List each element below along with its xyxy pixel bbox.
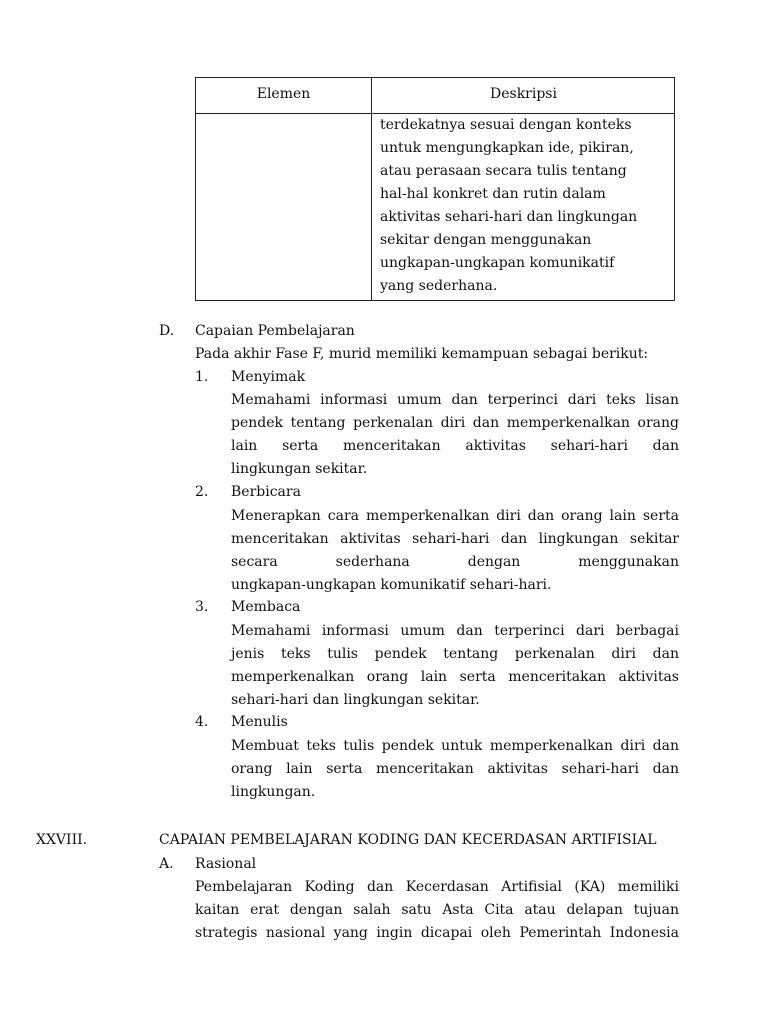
section-a-marker: A.	[159, 856, 174, 872]
section-d-title: Capaian Pembelajaran	[195, 323, 355, 339]
item-body-menulis	[231, 735, 679, 804]
body-line: orang lain serta menceritakan aktivitas sehari-hari dan	[231, 761, 679, 777]
body-line: lain serta menceritakan aktivitas sehari-hari dan	[231, 438, 679, 454]
item-body-membaca	[231, 620, 679, 712]
body-line: lingkungan.	[231, 784, 316, 800]
item-title-menulis: Menulis	[231, 714, 288, 730]
item-title-membaca: Membaca	[231, 599, 301, 615]
chapter-number: XXVIII.	[36, 832, 88, 848]
table-description-cell	[380, 113, 670, 298]
body-line: lingkungan sekitar.	[231, 461, 368, 477]
item-number: 3.	[195, 599, 209, 615]
section-a-body	[195, 876, 679, 945]
section-a-title: Rasional	[195, 856, 257, 872]
section-d-marker: D.	[159, 323, 175, 339]
chapter-title: CAPAIAN PEMBELAJARAN KODING DAN KECERDASAN ARTIFISIAL	[159, 832, 657, 848]
item-title-berbicara: Berbicara	[231, 484, 301, 500]
body-line: Memahami informasi umum dan terperinci dari teks lisan	[231, 392, 679, 408]
description-line: atau perasaan secara tulis tentang	[380, 163, 627, 179]
description-line: yang sederhana.	[380, 278, 498, 294]
table-column-divider	[371, 78, 372, 300]
item-body-menyimak	[231, 389, 679, 481]
item-number: 2.	[195, 484, 209, 500]
item-number: 1.	[195, 369, 209, 385]
body-line: ungkapan-ungkapan komunikatif sehari-hari.	[231, 577, 552, 593]
description-line: aktivitas sehari-hari dan lingkungan	[380, 209, 638, 225]
description-line: ungkapan-ungkapan komunikatif	[380, 255, 615, 271]
body-line: sehari-hari dan lingkungan sekitar.	[231, 692, 480, 708]
body-line: Membuat teks tulis pendek untuk memperkenalkan diri dan	[231, 738, 679, 754]
body-line: Pembelajaran Koding dan Kecerdasan Artifisial (KA) memiliki	[195, 879, 679, 895]
body-line: pendek tentang perkenalan diri dan memperkenalkan orang	[231, 415, 679, 431]
description-line: terdekatnya sesuai dengan konteks	[380, 117, 632, 133]
body-line: strategis nasional yang ingin dicapai oleh Pemerintah Indonesia	[195, 925, 679, 941]
body-line: menceritakan aktivitas sehari-hari dan lingkungan sekitar	[231, 531, 679, 547]
body-line: memperkenalkan orang lain serta menceritakan aktivitas	[231, 669, 679, 685]
section-d-intro: Pada akhir Fase F, murid memiliki kemampuan sebagai berikut:	[195, 346, 649, 362]
table-header-deskripsi: Deskripsi	[490, 86, 557, 102]
item-number: 4.	[195, 714, 209, 730]
body-line: kaitan erat dengan salah satu Asta Cita atau delapan tujuan	[195, 902, 679, 918]
description-line: untuk mengungkapkan ide, pikiran,	[380, 140, 634, 156]
body-line: secara sederhana dengan menggunakan	[231, 554, 679, 570]
description-line: hal-hal konkret dan rutin dalam	[380, 186, 606, 202]
body-line: Memahami informasi umum dan terperinci dari berbagai	[231, 623, 679, 639]
description-line: sekitar dengan menggunakan	[380, 232, 592, 248]
body-line: jenis teks tulis pendek tentang perkenalan diri dan	[231, 646, 679, 662]
item-body-berbicara	[231, 505, 679, 597]
item-title-menyimak: Menyimak	[231, 369, 306, 385]
table-header-elemen: Elemen	[256, 86, 311, 102]
elements-table	[195, 77, 675, 301]
body-line: Menerapkan cara memperkenalkan diri dan orang lain serta	[231, 508, 679, 524]
